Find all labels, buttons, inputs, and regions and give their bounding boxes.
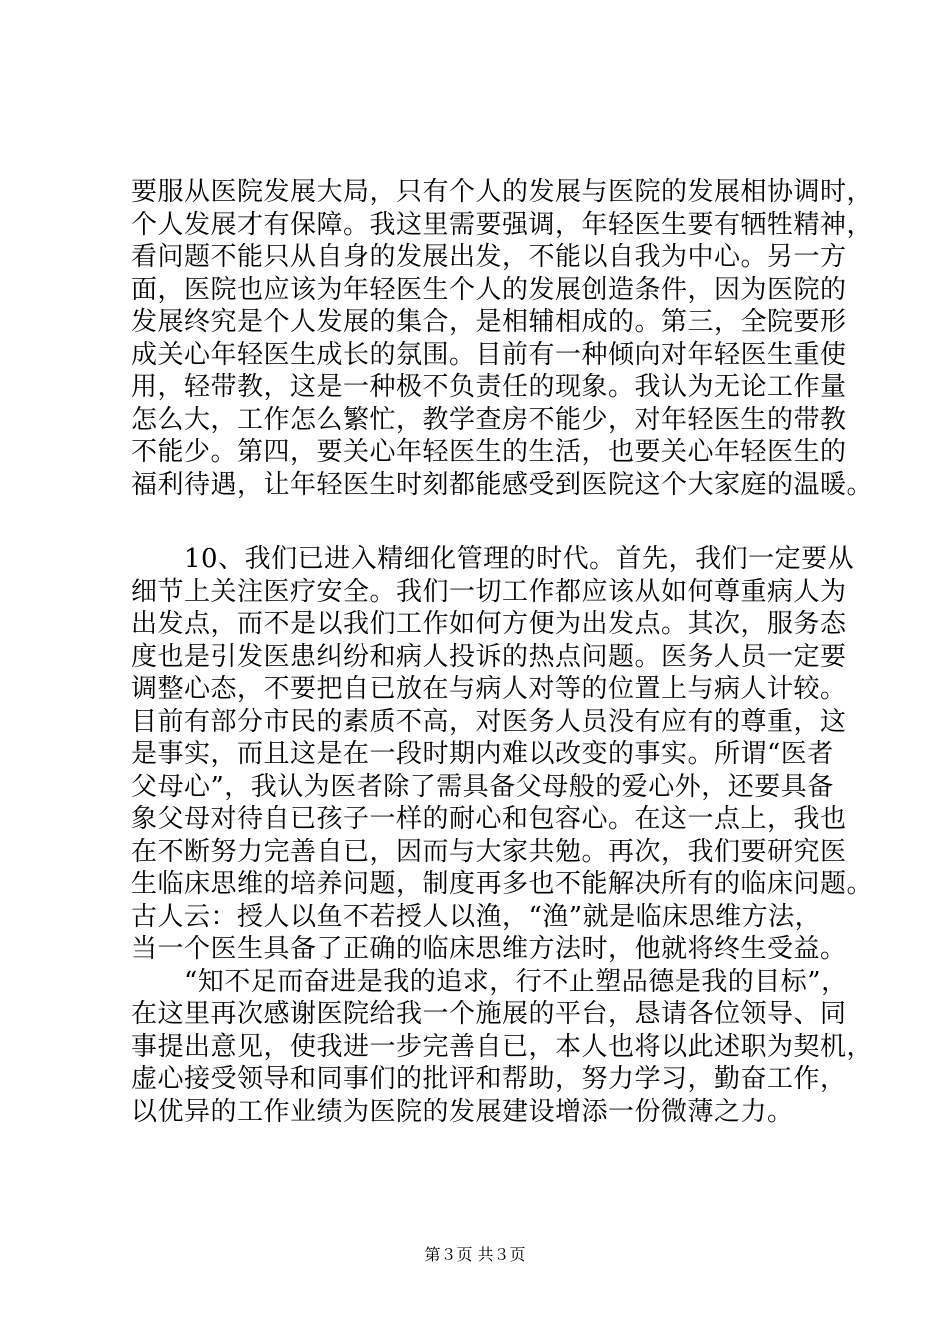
paragraph-1-line: 发展终究是个人发展的集合，是相辅相成的。第三，全院要形	[131, 307, 847, 337]
paragraph-2-line: 细节上关注医疗安全。我们一切工作都应该从如何尊重病人为	[131, 576, 847, 607]
paragraph-1-line: 用，轻带教，这是一种极不负责任的现象。我认为无论工作量	[131, 372, 847, 402]
paragraph-1-line: 面，医院也应该为年轻医生个人的发展创造条件，因为医院的	[131, 274, 847, 305]
paragraph-2-line: 度也是引发医患纠纷和病人投诉的热点问题。医务人员一定要	[131, 641, 847, 672]
paragraph-2-line: 目前有部分市民的素质不高，对医务人员没有应有的尊重，这	[131, 706, 847, 737]
page-number-label: 第３页 共３页	[424, 1245, 526, 1264]
paragraph-1-line: 成关心年轻医生成长的氛围。目前有一种倾向对年轻医生重使	[131, 339, 847, 370]
paragraph-1-line: 不能少。第四，要关心年轻医生的生活，也要关心年轻医生的	[131, 437, 847, 467]
paragraph-3-line: 事提出意见，使我进一步完善自已，本人也将以此述职为契机，	[131, 1031, 874, 1062]
paragraph-2-line: 出发点，而不是以我们工作如何方便为出发点。其次，服务态	[131, 609, 847, 639]
document-body	[131, 176, 874, 1128]
paragraph-3-line: 在这里再次感谢医院给我一个施展的平台，恳请各位领导、同	[131, 999, 847, 1029]
paragraph-1-line: 个人发展才有保障。我这里需要强调，年轻医生要有牺牲精神，	[131, 209, 874, 240]
paragraph-gap	[131, 501, 831, 543]
paragraph-1-line: 看问题不能只从自身的发展出发，不能以自我为中心。另一方	[131, 242, 847, 272]
paragraph-2-line: 父母心”，我认为医者除了需具备父母般的爱心外，还要具备	[131, 771, 834, 802]
paragraph-2-line: 调整心态，不要把自已放在与病人对等的位置上与病人计较。	[131, 674, 847, 704]
paragraph-3-line: 以优异的工作业绩为医院的发展建设增添一份微薄之力。	[131, 1096, 794, 1127]
paragraph-3-line: “知不足而奋进是我的追求，行不止塑品德是我的目标”，	[131, 966, 848, 997]
paragraph-2-line: 在不断努力完善自已，因而与大家共勉。再次，我们要研究医	[131, 836, 847, 867]
paragraph-2-line: 当一个医生具备了正确的临床思维方法时，他就将终生受益。	[131, 934, 847, 964]
paragraph-1-line: 福利待遇，让年轻医生时刻都能感受到医院这个大家庭的温暖。	[131, 469, 874, 500]
paragraph-2-line: 象父母对待自已孩子一样的耐心和包容心。在这一点上，我也	[131, 804, 847, 834]
paragraph-2-line: 生临床思维的培养问题，制度再多也不能解决所有的临床问题。	[131, 869, 874, 899]
paragraph-1-line: 要服从医院发展大局，只有个人的发展与医院的发展相协调时，	[131, 177, 874, 207]
paragraph-2-line: 古人云：授人以鱼不若授人以渔，“渔”就是临床思维方法，	[131, 901, 822, 932]
paragraph-2-line: 10、我们已进入精细化管理的时代。首先，我们一定要从	[131, 544, 855, 574]
paragraph-2-line: 是事实，而且这是在一段时期内难以改变的事实。所谓“医者	[131, 739, 834, 769]
paragraph-1-line: 怎么大，工作怎么繁忙，教学查房不能少，对年轻医生的带教	[131, 404, 847, 435]
paragraph-3-line: 虚心接受领导和同事们的批评和帮助，努力学习，勤奋工作，	[131, 1064, 847, 1094]
page-footer	[0, 1244, 950, 1266]
